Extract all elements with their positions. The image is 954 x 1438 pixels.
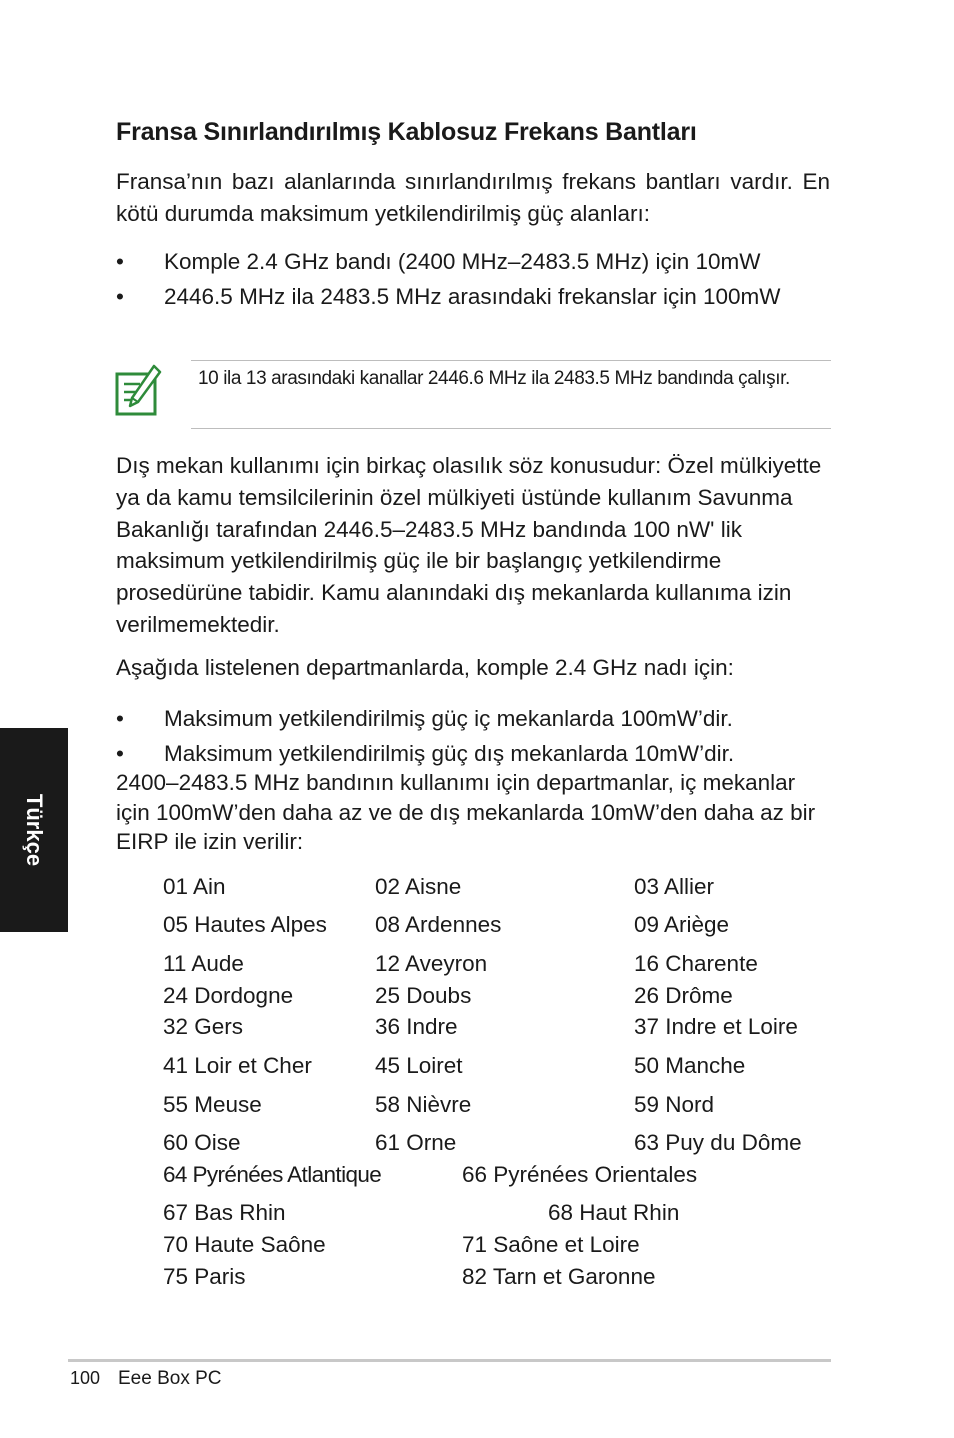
list-item bbox=[116, 703, 830, 735]
department-cell: 58 Nièvre bbox=[375, 1092, 472, 1117]
page-number: 100 bbox=[70, 1368, 101, 1388]
list-item bbox=[116, 281, 830, 345]
department-cell: 08 Ardennes bbox=[375, 912, 502, 937]
bullet-mark: • bbox=[116, 284, 124, 309]
department-cell: 55 Meuse bbox=[163, 1092, 262, 1117]
department-cell: 67 Bas Rhin bbox=[163, 1200, 286, 1225]
intro-paragraph: Fransa’nın bazı alanlarında sınırlandırılmış frekans bantları vardır. En kötü durumda maksimum yetkilendirilmiş güç alanları: bbox=[116, 169, 830, 226]
department-cell: 37 Indre et Loire bbox=[634, 1014, 798, 1039]
footer-rule bbox=[68, 1359, 831, 1362]
department-cell: 36 Indre bbox=[375, 1014, 458, 1039]
department-cell: 50 Manche bbox=[634, 1053, 746, 1078]
list-item bbox=[116, 246, 830, 278]
department-cell: 16 Charente bbox=[634, 951, 758, 976]
list-item bbox=[116, 738, 830, 770]
department-cell: 01 Ain bbox=[163, 874, 226, 899]
language-tab-label: Türkçe bbox=[22, 793, 47, 867]
bullet-mark: • bbox=[116, 706, 124, 731]
department-cell: 26 Drôme bbox=[634, 983, 733, 1008]
department-cell: 60 Oise bbox=[163, 1130, 241, 1155]
department-cell: 05 Hautes Alpes bbox=[163, 912, 327, 937]
language-side-tab bbox=[0, 728, 68, 932]
department-cell: 25 Doubs bbox=[375, 983, 472, 1008]
department-cell: 41 Loir et Cher bbox=[163, 1053, 312, 1078]
department-cell: 59 Nord bbox=[634, 1092, 715, 1117]
eirp-paragraph: 2400–2483.5 MHz bandının kullanımı için departmanlar, iç mekanlar için 100mW’den daha az ve de dış mekanlarda 10mW’den daha az bir EIRP ile izin verilir: bbox=[116, 770, 816, 854]
note-bottom-rule bbox=[191, 428, 831, 429]
department-cell: 32 Gers bbox=[163, 1014, 244, 1039]
section-heading: Fransa Sınırlandırılmış Kablosuz Frekans Bantları bbox=[116, 118, 697, 146]
department-cell: 70 Haute Saône bbox=[163, 1232, 326, 1257]
department-cell: 64 Pyrénées Atlantique bbox=[163, 1162, 382, 1187]
bullet-text: Maksimum yetkilendirilmiş güç dış mekanlarda 10mW’dir. bbox=[164, 741, 735, 766]
department-cell: 75 Paris bbox=[163, 1264, 246, 1289]
note-pencil-icon bbox=[114, 364, 162, 418]
department-cell: 63 Puy du Dôme bbox=[634, 1130, 802, 1155]
department-cell: 45 Loiret bbox=[375, 1053, 463, 1078]
department-cell: 12 Aveyron bbox=[375, 951, 488, 976]
bullet-mark: • bbox=[116, 741, 124, 766]
department-cell: 68 Haut Rhin bbox=[548, 1200, 680, 1225]
bullet-text: Maksimum yetkilendirilmiş güç iç mekanlarda 100mW’dir. bbox=[164, 706, 733, 731]
outdoor-paragraph: Dış mekan kullanımı için birkaç olasılık söz konusudur: Özel mülkiyette ya da kamu temsilcilerinin özel mülkiyeti üstünde kullanım Savunma Bakanlığı tarafından 2446.5–2483.5 MHz bandında 100 nW' lik maksimum yetkilendirilmiş güç ile bir başlangıç yetkilendirme prosedürüne tabidir. Kamu alanındaki dış mekanlarda kullanıma izin verilmemektedir. bbox=[116, 453, 822, 637]
department-cell: 66 Pyrénées Orientales bbox=[462, 1162, 698, 1187]
department-cell: 82 Tarn et Garonne bbox=[462, 1264, 656, 1289]
department-cell: 11 Aude bbox=[163, 951, 244, 976]
department-cell: 09 Ariège bbox=[634, 912, 730, 937]
bullet-text: Komple 2.4 GHz bandı (2400 MHz–2483.5 MHz) için 10mW bbox=[164, 249, 761, 274]
footer-title: Eee Box PC bbox=[118, 1368, 222, 1389]
department-cell: 02 Aisne bbox=[375, 874, 462, 899]
department-cell: 24 Dordogne bbox=[163, 983, 294, 1008]
departments-intro: Aşağıda listelenen departmanlarda, komple 2.4 GHz nadı için: bbox=[116, 655, 734, 680]
department-cell: 61 Orne bbox=[375, 1130, 457, 1155]
note-text: 10 ila 13 arasındaki kanallar 2446.6 MHz ila 2483.5 MHz bandında çalışır. bbox=[198, 368, 790, 389]
note-top-rule bbox=[191, 360, 831, 361]
department-cell: 71 Saône et Loire bbox=[462, 1232, 640, 1257]
department-cell: 03 Allier bbox=[634, 874, 715, 899]
bullet-text: 2446.5 MHz ila 2483.5 MHz arasındaki frekanslar için 100mW bbox=[164, 284, 781, 309]
bullet-mark: • bbox=[116, 249, 124, 274]
